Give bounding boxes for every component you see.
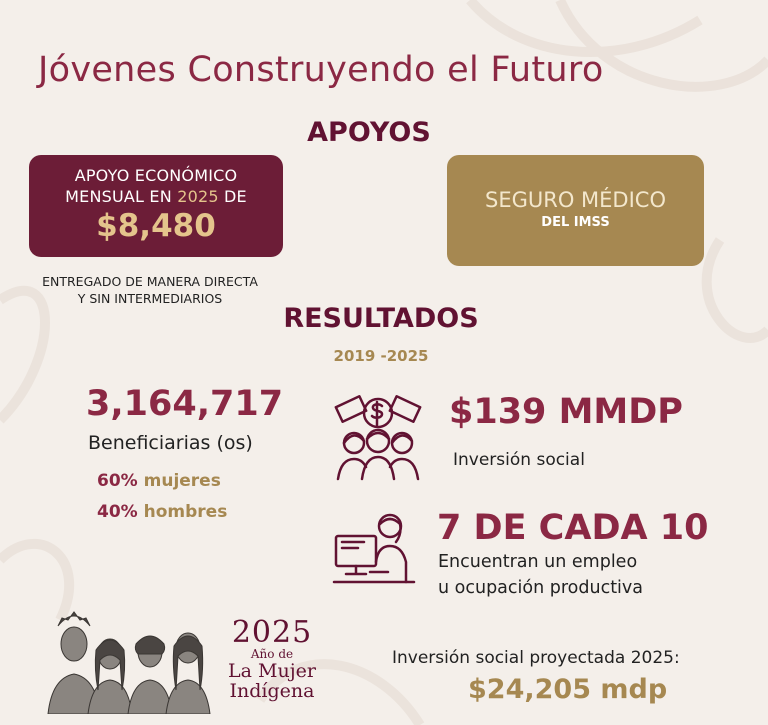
inversion-amount: $139 MMDP (449, 392, 683, 432)
empleo-stat: 7 DE CADA 10 (437, 508, 709, 548)
year-logo: 2025 Año de La Mujer Indígena (228, 615, 316, 702)
worker-computer-icon (332, 512, 416, 586)
page-title: Jóvenes Construyendo el Futuro (38, 50, 604, 90)
seguro-line2: DEL IMSS (541, 215, 610, 230)
seguro-line1: SEGURO MÉDICO (485, 188, 666, 212)
resultados-heading: RESULTADOS (283, 303, 479, 334)
apoyo-line1: APOYO ECONÓMICO (74, 166, 238, 185)
empleo-description: Encuentran un empleo u ocupación productiva (438, 552, 644, 598)
beneficiarios-count: 3,164,717 (86, 384, 284, 424)
entregado-note: ENTREGADO DE MANERA DIRECTA Y SIN INTERMEDIARIOS (42, 274, 258, 306)
seguro-medico-box (447, 155, 704, 266)
inversion-label: Inversión social (453, 450, 585, 470)
money-crowd-icon (332, 391, 424, 481)
hombres-stat: 40% hombres (97, 502, 228, 522)
resultados-years: 2019 -2025 (333, 347, 429, 365)
apoyo-economico-box (29, 155, 283, 257)
apoyo-amount: $8,480 (96, 208, 216, 244)
apoyos-heading: APOYOS (307, 117, 431, 148)
indigenous-women-illustration (40, 604, 216, 714)
beneficiarios-label: Beneficiarias (os) (88, 432, 253, 454)
proyectada-amount: $24,205 mdp (468, 674, 668, 705)
mujeres-stat: 60% mujeres (97, 471, 221, 491)
proyectada-label: Inversión social proyectada 2025: (392, 648, 680, 668)
apoyo-line2: MENSUAL EN 2025 DE (65, 187, 247, 206)
